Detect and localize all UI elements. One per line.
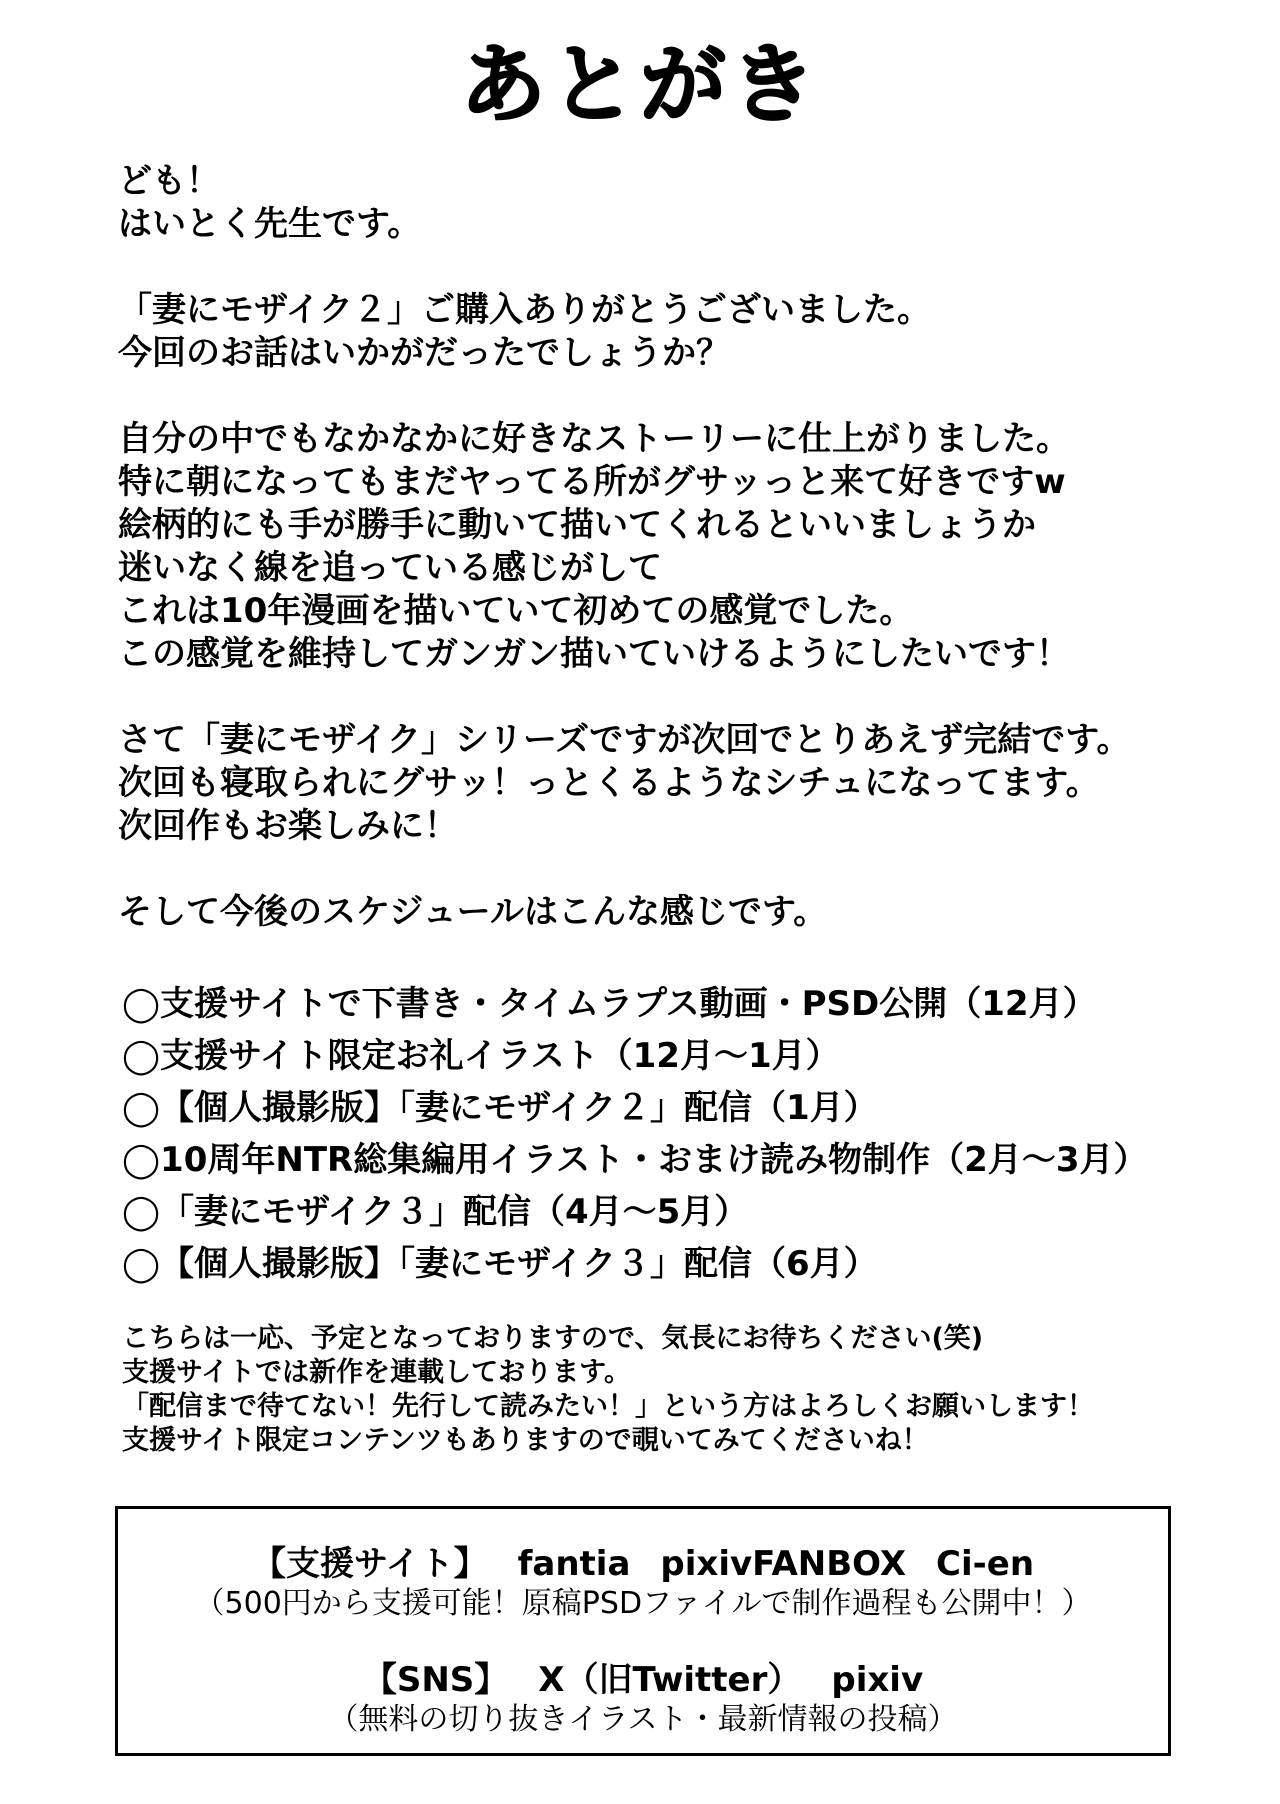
- note-line: 「配信まで待てない！先行して読みたい！」という方はよろしくお願いします！: [122, 1391, 1094, 1422]
- text-line: 次回も寝取られにグサッ！っとくるようなシチュになってます。: [118, 763, 1100, 803]
- paragraph-gap: [118, 676, 1198, 719]
- sns-label: 【SNS】: [362, 1660, 509, 1700]
- schedule-item: ◯10周年NTR総集編用イラスト・おまけ読み物制作（2月～3月）: [122, 1140, 1148, 1180]
- site-ci-en: Ci-en: [936, 1544, 1035, 1584]
- text-line: 特に朝になってもまだヤってる所がグサッっと来て好きですw: [118, 462, 1066, 502]
- schedule-item: ◯【個人撮影版】「妻にモザイク２」配信（1月）: [122, 1088, 878, 1128]
- schedule-item: ◯【個人撮影版】「妻にモザイク３」配信（6月）: [122, 1244, 878, 1284]
- support-note: （500円から支援可能！原稿PSDファイルで制作過程も公開中！）: [194, 1586, 1092, 1621]
- sns-row: [118, 1659, 1168, 1701]
- sns-block: [118, 1659, 1168, 1739]
- sns-note: （無料の切り抜きイラスト・最新情報の投稿）: [328, 1702, 958, 1737]
- afterword-body: [118, 160, 1198, 934]
- note-line: 支援サイト限定コンテンツもありますので覗いてみてくださいね！: [122, 1425, 929, 1456]
- site-pixivfanbox: pixivFANBOX: [660, 1544, 907, 1584]
- note-line: こちらは一応、予定となっておりますので、気長にお待ちください(笑): [122, 1323, 984, 1354]
- page-title: あとがき: [460, 35, 820, 135]
- text-line: 絵柄的にも手が勝手に動いて描いてくれるといいましょうか: [118, 505, 1036, 545]
- text-line: 「妻にモザイク２」ご購入ありがとうございました。: [118, 290, 931, 330]
- paragraph-gap: [118, 848, 1198, 891]
- text-line: そして今後のスケジュールはこんな感じです。: [118, 892, 828, 932]
- links-box: [115, 1506, 1171, 1756]
- site-fantia: fantia: [517, 1544, 631, 1584]
- schedule-list: [122, 978, 1202, 1290]
- schedule-item: ◯支援サイト限定お礼イラスト（12月～1月）: [122, 1036, 840, 1076]
- site-pixiv: pixiv: [831, 1660, 924, 1700]
- schedule-item: ◯「妻にモザイク３」配信（4月～5月）: [122, 1192, 749, 1232]
- paragraph-gap: [118, 375, 1198, 418]
- text-line: ども！: [118, 161, 220, 201]
- text-line: この感覚を維持してガンガン描いていけるようにしたいです！: [118, 634, 1070, 674]
- support-sites-block: [118, 1543, 1168, 1623]
- text-line: これは10年漫画を描いていて初めての感覚でした。: [118, 591, 914, 631]
- text-line: 今回のお話はいかがだったでしょうか？: [118, 333, 730, 373]
- text-line: 自分の中でもなかなかに好きなストーリーに仕上がりました。: [118, 419, 1070, 459]
- paragraph-gap: [118, 246, 1198, 289]
- notes-block: [122, 1322, 1202, 1458]
- support-label: 【支援サイト】: [251, 1544, 488, 1584]
- schedule-item: ◯支援サイトで下書き・タイムラプス動画・PSD公開（12月）: [122, 984, 1097, 1024]
- text-line: はいとく先生です。: [118, 204, 422, 244]
- text-line: 次回作もお楽しみに！: [118, 806, 458, 846]
- support-sites-row: [118, 1543, 1168, 1585]
- note-line: 支援サイトでは新作を連載しております。: [122, 1357, 631, 1388]
- site-x-twitter: X（旧Twitter）: [538, 1660, 802, 1700]
- text-line: さて「妻にモザイク」シリーズですが次回でとりあえず完結です。: [118, 720, 1131, 760]
- text-line: 迷いなく線を追っている感じがして: [118, 548, 662, 588]
